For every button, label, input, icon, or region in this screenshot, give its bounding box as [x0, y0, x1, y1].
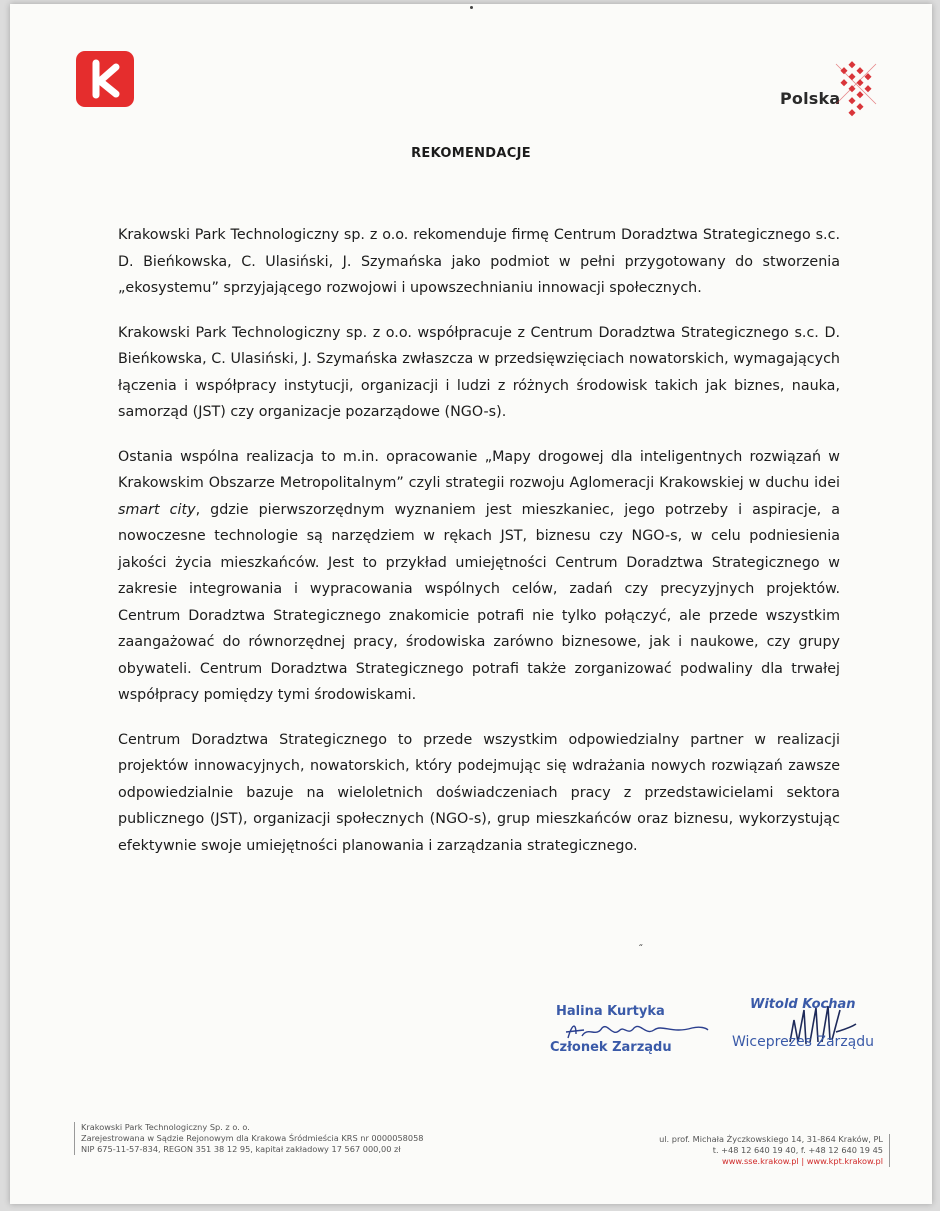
letter-page	[10, 4, 932, 1204]
polska-emblem-icon	[832, 60, 880, 124]
scan-speck	[470, 6, 473, 9]
paragraph-1: Krakowski Park Technologiczny sp. z o.o. rekomenduje firmę Centrum Doradztwa Strategicznego s.c. D. Bieńkowska, C. Ulasiński, J. Szymańska jako podmiot w pełni przygotowany do stworzenia „ekosystemu” sprzyjającego rozwojowi i upowszechnianiu innowacji społecznych.	[118, 227, 840, 296]
footer-phone-fax: t. +48 12 640 19 40, f. +48 12 640 19 45	[712, 1145, 883, 1155]
signatory-2-role: Wiceprezes Zarządu	[732, 1034, 875, 1050]
polska-brand-text: Polska	[780, 89, 841, 108]
paragraph-4: Centrum Doradztwa Strategicznego to przede wszystkim odpowiedzialny partner w realizacji projektów innowacyjnych, nowatorskich, który podejmując się wdrażania nowych rozwiązań zawsze odpowiedzialnie bazuje na wieloletnich doświadczeniach pracy z przedstawicielami sektora publicznego (JST), organizacji społecznych (NGO-s), grup mieszkańców oraz biznesu, wykorzystując efektywnie swoje umiejętności planowania i zarządzania strategicznego.	[118, 731, 840, 854]
kpt-logo	[76, 51, 134, 107]
signatory-1-role: Członek Zarządu	[550, 1040, 672, 1055]
footer-websites[interactable]: www.sse.krakow.pl | www.kpt.krakow.pl	[722, 1156, 883, 1166]
footer-company-info	[74, 1122, 424, 1155]
footer-line: Krakowski Park Technologiczny Sp. z o. o.	[81, 1122, 250, 1132]
footer-contact-info	[659, 1134, 890, 1167]
document-title: REKOMENDACJE	[411, 146, 531, 161]
small-mark: ˝	[638, 944, 643, 955]
k-letter-icon	[76, 51, 134, 107]
footer-address: ul. prof. Michała Życzkowskiego 14, 31-864 Kraków, PL	[659, 1134, 883, 1144]
signatory-1-name: Halina Kurtyka	[556, 1004, 665, 1019]
smart-city-emphasis: smart city	[118, 501, 196, 518]
footer-line: Zarejestrowana w Sądzie Rejonowym dla Krakowa Śródmieścia KRS nr 0000058058	[81, 1133, 424, 1143]
paragraph-3: Ostania wspólna realizacja to m.in. opracowanie „Mapy drogowej dla inteligentnych rozwiązań w Krakowskim Obszarze Metropolitalnym” czyli strategii rozwoju Aglomeracji Krakowskiej w duchu idei smart city, gdzie pierwszorzędnym wyznaniem jest mieszkaniec, jego potrzeby i aspiracje, a nowoczesne technologie są narzędziem w rękach JST, biznesu czy NGO-s, w celu podniesienia jakości życia mieszkańców. Jest to przykład umiejętności Centrum Doradztwa Strategicznego w zakresie integrowania i wypracowania wspólnych celów, zadań czy precyzyjnych projektów. Centrum Doradztwa Strategicznego znakomicie potrafi nie tylko połączyć, ale przede wszystkim zaangażować do równorzędnej pracy, środowiska zarówno biznesowe, jak i naukowe, czy grupy obywateli. Centrum Doradztwa Strategicznego potrafi także zorganizować podwaliny dla trwałej współpracy pomiędzy tymi środowiskami.	[118, 448, 840, 703]
letter-body	[118, 222, 840, 877]
paragraph-2: Krakowski Park Technologiczny sp. z o.o. współpracuje z Centrum Doradztwa Strategicznego s.c. D. Bieńkowska, C. Ulasiński, J. Szymańska zwłaszcza w przedsięwzięciach nowatorskich, wymagających łączenia i współpracy instytucji, organizacji i ludzi z różnych środowisk takich jak biznes, nauka, samorząd (JST) czy organizacje pozarządowe (NGO-s).	[118, 324, 840, 420]
footer-line: NIP 675-11-57-834, REGON 351 38 12 95, kapitał zakładowy 17 567 000,00 zł	[81, 1144, 401, 1154]
signatory-2-name: Witold Kochan	[750, 997, 856, 1012]
